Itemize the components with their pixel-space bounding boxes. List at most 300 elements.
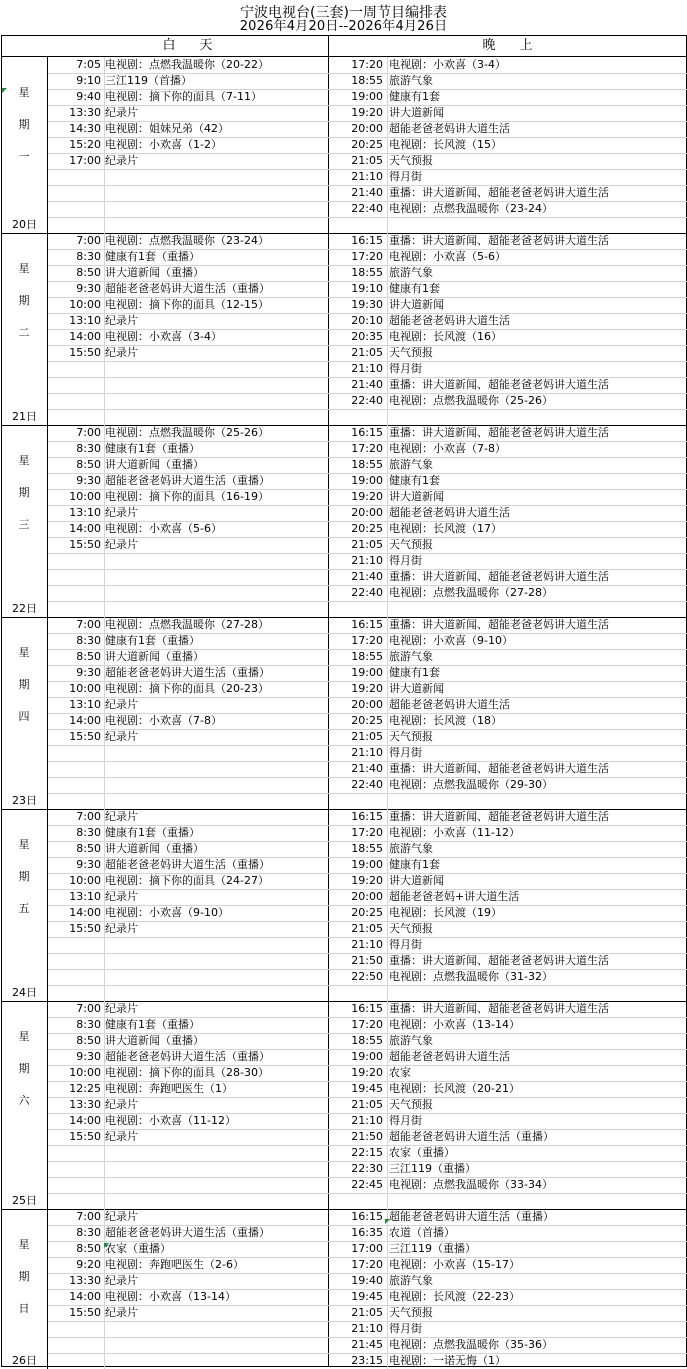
program-time: 19:20 bbox=[351, 682, 383, 695]
program-title: 重播：讲大道新闻、超能老爸老妈讲大道生活 bbox=[389, 570, 609, 583]
night-program-row bbox=[0, 713, 687, 729]
program-title: 电视剧：奔跑吧医生（1） bbox=[105, 1082, 233, 1095]
program-title: 得月街 bbox=[389, 362, 422, 375]
day-date: 24日 bbox=[12, 986, 37, 999]
program-title: 纪录片 bbox=[105, 922, 138, 935]
night-program-row bbox=[0, 729, 687, 745]
night-program-row bbox=[0, 1065, 687, 1081]
program-title: 得月街 bbox=[389, 746, 422, 759]
program-time: 21:10 bbox=[351, 1322, 383, 1335]
weekday-char: 星 bbox=[18, 838, 30, 851]
program-time: 13:30 bbox=[69, 106, 101, 119]
program-time: 9:30 bbox=[76, 282, 101, 295]
grid-line bbox=[47, 217, 687, 218]
program-title: 电视剧：点燃我温暖你（27-28） bbox=[389, 586, 553, 599]
program-time: 13:30 bbox=[69, 1274, 101, 1287]
program-title: 讲大道新闻 bbox=[389, 874, 444, 887]
program-time: 8:30 bbox=[76, 1226, 101, 1239]
night-program-row bbox=[0, 633, 687, 649]
program-title: 得月街 bbox=[389, 170, 422, 183]
program-title: 天气预报 bbox=[389, 1098, 433, 1111]
night-program-row bbox=[0, 1113, 687, 1129]
grid-line bbox=[47, 409, 687, 410]
night-program-row bbox=[0, 473, 687, 489]
program-title: 超能老爸老妈+讲大道生活 bbox=[389, 890, 520, 903]
program-time: 7:00 bbox=[76, 618, 101, 631]
weekday-char: 六 bbox=[18, 1094, 30, 1107]
weekday-char: 期 bbox=[18, 486, 30, 499]
program-title: 三江119（重播） bbox=[389, 1242, 476, 1255]
program-title: 电视剧：小欢喜（9-10） bbox=[105, 906, 229, 919]
night-program-row bbox=[0, 201, 687, 217]
night-program-row bbox=[0, 761, 687, 777]
program-time: 21:05 bbox=[351, 1098, 383, 1111]
program-title: 纪录片 bbox=[105, 506, 138, 519]
program-title: 旅游气象 bbox=[389, 1274, 433, 1287]
night-program-row bbox=[0, 857, 687, 873]
program-time: 10:00 bbox=[69, 1066, 101, 1079]
program-time: 7:05 bbox=[76, 58, 101, 71]
program-time: 19:40 bbox=[351, 1274, 383, 1287]
program-title: 纪录片 bbox=[105, 1274, 138, 1287]
program-title: 电视剧：小欢喜（11-12） bbox=[105, 1114, 236, 1127]
program-title: 超能老爸老妈讲大道生活（重播） bbox=[105, 1050, 270, 1063]
program-time: 21:05 bbox=[351, 730, 383, 743]
night-program-row bbox=[0, 809, 687, 825]
program-title: 健康有1套 bbox=[389, 90, 440, 103]
program-title: 电视剧：点燃我温暖你（27-28） bbox=[105, 618, 269, 631]
program-title: 电视剧：奔跑吧医生（2-6） bbox=[105, 1258, 244, 1271]
program-time: 19:00 bbox=[351, 90, 383, 103]
program-title: 三江119（重播） bbox=[389, 1162, 476, 1175]
program-time: 8:50 bbox=[76, 1034, 101, 1047]
weekday-char: 星 bbox=[18, 86, 30, 99]
night-program-row bbox=[0, 553, 687, 569]
program-title: 纪录片 bbox=[105, 698, 138, 711]
program-time: 15:50 bbox=[69, 346, 101, 359]
program-time: 18:55 bbox=[351, 1034, 383, 1047]
program-title: 旅游气象 bbox=[389, 1034, 433, 1047]
program-time: 17:00 bbox=[351, 1242, 383, 1255]
program-title: 电视剧：长风渡（19） bbox=[389, 906, 502, 919]
night-program-row bbox=[0, 441, 687, 457]
program-title: 得月街 bbox=[389, 1114, 422, 1127]
night-program-row bbox=[0, 1321, 687, 1337]
program-title: 电视剧：小欢喜（9-10） bbox=[389, 634, 513, 647]
program-time: 22:45 bbox=[351, 1178, 383, 1191]
program-title: 电视剧：摘下你的面具（12-15） bbox=[105, 298, 269, 311]
program-title: 电视剧：小欢喜（3-4） bbox=[389, 58, 506, 71]
program-title: 健康有1套（重播） bbox=[105, 442, 200, 455]
program-title: 纪录片 bbox=[105, 730, 138, 743]
night-program-row bbox=[0, 745, 687, 761]
program-title: 健康有1套 bbox=[389, 858, 440, 871]
program-time: 21:40 bbox=[351, 570, 383, 583]
program-title: 电视剧：长风渡（22-23） bbox=[389, 1290, 520, 1303]
night-program-row bbox=[0, 393, 687, 409]
program-time: 14:00 bbox=[69, 522, 101, 535]
program-title: 讲大道新闻（重播） bbox=[105, 458, 204, 471]
program-title: 电视剧：点燃我温暖你（25-26） bbox=[389, 394, 553, 407]
program-time: 21:10 bbox=[351, 1114, 383, 1127]
program-title: 电视剧：摘下你的面具（16-19） bbox=[105, 490, 269, 503]
weekday-char: 五 bbox=[18, 902, 30, 915]
program-time: 16:15 bbox=[351, 618, 383, 631]
program-time: 8:30 bbox=[76, 442, 101, 455]
day-date: 21日 bbox=[12, 410, 37, 423]
program-title: 得月街 bbox=[389, 554, 422, 567]
program-title: 超能老爸老妈讲大道生活（重播） bbox=[389, 1210, 554, 1223]
program-title: 电视剧：小欢喜（13-14） bbox=[105, 1290, 236, 1303]
program-title: 健康有1套（重播） bbox=[105, 826, 200, 839]
program-time: 7:00 bbox=[76, 1002, 101, 1015]
program-time: 16:15 bbox=[351, 426, 383, 439]
program-time: 21:05 bbox=[351, 346, 383, 359]
program-title: 健康有1套（重播） bbox=[105, 1018, 200, 1031]
program-title: 天气预报 bbox=[389, 538, 433, 551]
program-time: 15:50 bbox=[69, 730, 101, 743]
night-program-row bbox=[0, 249, 687, 265]
program-title: 重播：讲大道新闻、超能老爸老妈讲大道生活 bbox=[389, 762, 609, 775]
program-title: 电视剧：点燃我温暖你（20-22） bbox=[105, 58, 269, 71]
program-title: 超能老爸老妈讲大道生活（重播） bbox=[105, 282, 270, 295]
program-time: 21:45 bbox=[351, 1338, 383, 1351]
weekday-char: 日 bbox=[18, 1302, 30, 1315]
program-time: 21:50 bbox=[351, 954, 383, 967]
program-title: 电视剧：点燃我温暖你（33-34） bbox=[389, 1178, 553, 1191]
program-title: 讲大道新闻 bbox=[389, 682, 444, 695]
program-time: 9:40 bbox=[76, 90, 101, 103]
night-program-row bbox=[0, 1257, 687, 1273]
program-time: 17:20 bbox=[351, 1258, 383, 1271]
night-program-row bbox=[0, 297, 687, 313]
program-time: 10:00 bbox=[69, 874, 101, 887]
night-program-row bbox=[0, 377, 687, 393]
program-time: 16:15 bbox=[351, 810, 383, 823]
program-time: 19:00 bbox=[351, 666, 383, 679]
program-title: 超能老爸老妈讲大道生活 bbox=[389, 698, 510, 711]
program-title: 纪录片 bbox=[105, 154, 138, 167]
program-time: 19:10 bbox=[351, 282, 383, 295]
program-time: 21:05 bbox=[351, 1306, 383, 1319]
program-title: 电视剧：点燃我温暖你（29-30） bbox=[389, 778, 553, 791]
weekday-char: 期 bbox=[18, 870, 30, 883]
program-time: 19:20 bbox=[351, 874, 383, 887]
program-title: 得月街 bbox=[389, 938, 422, 951]
night-program-row bbox=[0, 1337, 687, 1353]
program-time: 22:40 bbox=[351, 202, 383, 215]
program-time: 13:10 bbox=[69, 314, 101, 327]
program-title: 纪录片 bbox=[105, 1130, 138, 1143]
program-time: 20:00 bbox=[351, 698, 383, 711]
program-title: 电视剧：小欢喜（7-8） bbox=[105, 714, 222, 727]
program-time: 22:40 bbox=[351, 586, 383, 599]
program-time: 20:25 bbox=[351, 906, 383, 919]
program-time: 17:20 bbox=[351, 826, 383, 839]
program-time: 9:30 bbox=[76, 666, 101, 679]
program-time: 19:45 bbox=[351, 1290, 383, 1303]
program-title: 农家（重播） bbox=[389, 1146, 455, 1159]
program-title: 讲大道新闻 bbox=[389, 106, 444, 119]
program-time: 21:50 bbox=[351, 1130, 383, 1143]
program-title: 纪录片 bbox=[105, 1306, 138, 1319]
schedule-title: 宁波电视台(三套)一周节目编排表 bbox=[240, 5, 447, 21]
program-time: 17:20 bbox=[351, 1018, 383, 1031]
program-title: 超能老爸老妈讲大道生活 bbox=[389, 1050, 510, 1063]
program-time: 19:20 bbox=[351, 106, 383, 119]
program-time: 18:55 bbox=[351, 266, 383, 279]
program-time: 19:30 bbox=[351, 298, 383, 311]
night-program-row bbox=[0, 921, 687, 937]
program-time: 10:00 bbox=[69, 682, 101, 695]
program-time: 13:30 bbox=[69, 1098, 101, 1111]
program-time: 8:30 bbox=[76, 826, 101, 839]
program-time: 21:10 bbox=[351, 938, 383, 951]
night-program-row bbox=[0, 281, 687, 297]
program-title: 农道（首播） bbox=[389, 1226, 455, 1239]
program-time: 15:50 bbox=[69, 538, 101, 551]
program-time: 17:00 bbox=[69, 154, 101, 167]
program-title: 旅游气象 bbox=[389, 266, 433, 279]
program-time: 8:50 bbox=[76, 266, 101, 279]
program-title: 重播：讲大道新闻、超能老爸老妈讲大道生活 bbox=[389, 426, 609, 439]
program-title: 电视剧：小欢喜（3-4） bbox=[105, 330, 222, 343]
program-title: 重播：讲大道新闻、超能老爸老妈讲大道生活 bbox=[389, 378, 609, 391]
weekday-char: 星 bbox=[18, 646, 30, 659]
program-time: 21:05 bbox=[351, 154, 383, 167]
weekday-char: 星 bbox=[18, 1030, 30, 1043]
program-time: 19:00 bbox=[351, 1050, 383, 1063]
program-title: 超能老爸老妈讲大道生活（重播） bbox=[105, 474, 270, 487]
night-program-row bbox=[0, 313, 687, 329]
program-time: 14:00 bbox=[69, 330, 101, 343]
program-title: 讲大道新闻（重播） bbox=[105, 266, 204, 279]
night-program-row bbox=[0, 969, 687, 985]
day-date: 26日 bbox=[12, 1354, 37, 1367]
program-title: 农家 bbox=[389, 1066, 411, 1079]
program-time: 17:20 bbox=[351, 634, 383, 647]
program-title: 纪录片 bbox=[105, 346, 138, 359]
program-title: 讲大道新闻 bbox=[389, 298, 444, 311]
program-time: 17:20 bbox=[351, 250, 383, 263]
program-title: 天气预报 bbox=[389, 922, 433, 935]
night-program-row bbox=[0, 121, 687, 137]
program-title: 超能老爸老妈讲大道生活（重播） bbox=[105, 1226, 270, 1239]
program-title: 电视剧：小欢喜（1-2） bbox=[105, 138, 222, 151]
weekday-char: 三 bbox=[18, 518, 30, 531]
program-title: 健康有1套 bbox=[389, 666, 440, 679]
program-time: 14:30 bbox=[69, 122, 101, 135]
program-time: 16:35 bbox=[351, 1226, 383, 1239]
day-date: 20日 bbox=[12, 218, 37, 231]
night-program-row bbox=[0, 329, 687, 345]
program-time: 8:50 bbox=[76, 842, 101, 855]
program-title: 电视剧：点燃我温暖你（23-24） bbox=[389, 202, 553, 215]
weekday-char: 期 bbox=[18, 678, 30, 691]
program-title: 超能老爸老妈讲大道生活 bbox=[389, 506, 510, 519]
program-time: 18:55 bbox=[351, 458, 383, 471]
program-title: 天气预报 bbox=[389, 154, 433, 167]
night-program-row bbox=[0, 153, 687, 169]
night-program-row bbox=[0, 1001, 687, 1017]
program-time: 20:25 bbox=[351, 138, 383, 151]
program-time: 19:00 bbox=[351, 858, 383, 871]
night-program-row bbox=[0, 585, 687, 601]
night-program-row bbox=[0, 953, 687, 969]
comment-marker bbox=[2, 88, 7, 93]
program-title: 健康有1套 bbox=[389, 474, 440, 487]
program-time: 9:30 bbox=[76, 858, 101, 871]
program-title: 电视剧：长风渡（16） bbox=[389, 330, 502, 343]
program-title: 旅游气象 bbox=[389, 842, 433, 855]
program-time: 18:55 bbox=[351, 74, 383, 87]
weekday-char: 星 bbox=[18, 262, 30, 275]
program-time: 14:00 bbox=[69, 1290, 101, 1303]
program-time: 16:15 bbox=[351, 234, 383, 247]
weekday-char: 期 bbox=[18, 1270, 30, 1283]
program-title: 电视剧：姐妹兄弟（42） bbox=[105, 122, 229, 135]
program-title: 电视剧：一诺无悔（1） bbox=[389, 1354, 506, 1367]
program-time: 17:20 bbox=[351, 442, 383, 455]
program-time: 14:00 bbox=[69, 1114, 101, 1127]
night-program-row bbox=[0, 569, 687, 585]
program-title: 纪录片 bbox=[105, 314, 138, 327]
night-program-row bbox=[0, 537, 687, 553]
program-time: 20:00 bbox=[351, 506, 383, 519]
program-title: 讲大道新闻 bbox=[389, 490, 444, 503]
comment-marker bbox=[385, 1219, 390, 1224]
night-program-row bbox=[0, 1129, 687, 1145]
night-program-row bbox=[0, 425, 687, 441]
program-time: 8:30 bbox=[76, 1018, 101, 1031]
program-time: 15:20 bbox=[69, 138, 101, 151]
night-program-row bbox=[0, 1225, 687, 1241]
program-time: 8:30 bbox=[76, 250, 101, 263]
weekday-char: 一 bbox=[18, 150, 30, 163]
night-program-row bbox=[0, 185, 687, 201]
program-title: 电视剧：摘下你的面具（24-27） bbox=[105, 874, 269, 887]
program-time: 18:55 bbox=[351, 842, 383, 855]
program-time: 7:00 bbox=[76, 234, 101, 247]
program-time: 22:40 bbox=[351, 778, 383, 791]
night-program-row bbox=[0, 1161, 687, 1177]
program-time: 14:00 bbox=[69, 906, 101, 919]
program-time: 21:10 bbox=[351, 746, 383, 759]
program-time: 18:55 bbox=[351, 650, 383, 663]
night-program-row bbox=[0, 825, 687, 841]
grid-line bbox=[47, 601, 687, 602]
program-title: 电视剧：点燃我温暖你（35-36） bbox=[389, 1338, 553, 1351]
program-time: 8:30 bbox=[76, 634, 101, 647]
night-program-row bbox=[0, 169, 687, 185]
program-title: 天气预报 bbox=[389, 1306, 433, 1319]
program-time: 20:25 bbox=[351, 714, 383, 727]
program-time: 21:10 bbox=[351, 170, 383, 183]
program-title: 重播：讲大道新闻、超能老爸老妈讲大道生活 bbox=[389, 954, 609, 967]
night-program-row bbox=[0, 89, 687, 105]
program-title: 电视剧：小欢喜（7-8） bbox=[389, 442, 506, 455]
night-program-row bbox=[0, 1305, 687, 1321]
program-title: 健康有1套（重播） bbox=[105, 250, 200, 263]
weekday-char: 期 bbox=[18, 118, 30, 131]
program-title: 超能老爸老妈讲大道生活 bbox=[389, 314, 510, 327]
program-time: 22:15 bbox=[351, 1146, 383, 1159]
night-program-row bbox=[0, 617, 687, 633]
program-title: 电视剧：长风渡（18） bbox=[389, 714, 502, 727]
program-title: 电视剧：长风渡（15） bbox=[389, 138, 502, 151]
program-title: 重播：讲大道新闻、超能老爸老妈讲大道生活 bbox=[389, 810, 609, 823]
schedule-date-range: 2026年4月20日--2026年4月26日 bbox=[239, 19, 448, 34]
program-time: 21:10 bbox=[351, 362, 383, 375]
program-title: 电视剧：点燃我温暖你（25-26） bbox=[105, 426, 269, 439]
program-time: 12:25 bbox=[69, 1082, 101, 1095]
program-title: 重播：讲大道新闻、超能老爸老妈讲大道生活 bbox=[389, 186, 609, 199]
program-title: 重播：讲大道新闻、超能老爸老妈讲大道生活 bbox=[389, 1002, 609, 1015]
program-time: 10:00 bbox=[69, 490, 101, 503]
program-title: 纪录片 bbox=[105, 538, 138, 551]
night-program-row bbox=[0, 841, 687, 857]
night-program-row bbox=[0, 265, 687, 281]
program-title: 三江119（首播） bbox=[105, 74, 192, 87]
night-program-row bbox=[0, 937, 687, 953]
night-program-row bbox=[0, 697, 687, 713]
program-title: 纪录片 bbox=[105, 810, 138, 823]
program-title: 超能老爸老妈讲大道生活（重播） bbox=[105, 858, 270, 871]
night-program-row bbox=[0, 137, 687, 153]
program-time: 22:50 bbox=[351, 970, 383, 983]
program-title: 讲大道新闻（重播） bbox=[105, 650, 204, 663]
night-program-row bbox=[0, 105, 687, 121]
program-time: 19:20 bbox=[351, 1066, 383, 1079]
program-time: 15:50 bbox=[69, 922, 101, 935]
night-program-row bbox=[0, 1273, 687, 1289]
program-title: 电视剧：小欢喜（5-6） bbox=[105, 522, 222, 535]
comment-marker bbox=[104, 1243, 109, 1248]
program-time: 21:10 bbox=[351, 554, 383, 567]
program-title: 电视剧：小欢喜（13-14） bbox=[389, 1018, 520, 1031]
program-title: 超能老爸老妈讲大道生活（重播） bbox=[389, 1130, 554, 1143]
night-program-row bbox=[0, 873, 687, 889]
weekday-char: 期 bbox=[18, 1062, 30, 1075]
program-time: 9:20 bbox=[76, 1258, 101, 1271]
program-title: 天气预报 bbox=[389, 346, 433, 359]
night-program-row bbox=[0, 233, 687, 249]
night-program-row bbox=[0, 73, 687, 89]
program-time: 20:10 bbox=[351, 314, 383, 327]
program-time: 8:50 bbox=[76, 650, 101, 663]
program-title: 讲大道新闻（重播） bbox=[105, 842, 204, 855]
program-time: 7:00 bbox=[76, 1210, 101, 1223]
program-title: 电视剧：摘下你的面具（28-30） bbox=[105, 1066, 269, 1079]
program-time: 21:05 bbox=[351, 538, 383, 551]
program-title: 电视剧：点燃我温暖你（23-24） bbox=[105, 234, 269, 247]
weekday-char: 星 bbox=[18, 1238, 30, 1251]
weekday-char: 四 bbox=[18, 710, 30, 723]
program-title: 旅游气象 bbox=[389, 74, 433, 87]
night-program-row bbox=[0, 361, 687, 377]
program-title: 纪录片 bbox=[105, 106, 138, 119]
program-time: 21:40 bbox=[351, 762, 383, 775]
grid-line bbox=[47, 793, 687, 794]
program-title: 电视剧：小欢喜（15-17） bbox=[389, 1258, 520, 1271]
program-time: 14:00 bbox=[69, 714, 101, 727]
night-program-row bbox=[0, 777, 687, 793]
program-time: 21:40 bbox=[351, 186, 383, 199]
program-title: 得月街 bbox=[389, 1322, 422, 1335]
grid-line bbox=[47, 985, 687, 986]
night-program-row bbox=[0, 665, 687, 681]
program-title: 农家（重播） bbox=[105, 1242, 171, 1255]
